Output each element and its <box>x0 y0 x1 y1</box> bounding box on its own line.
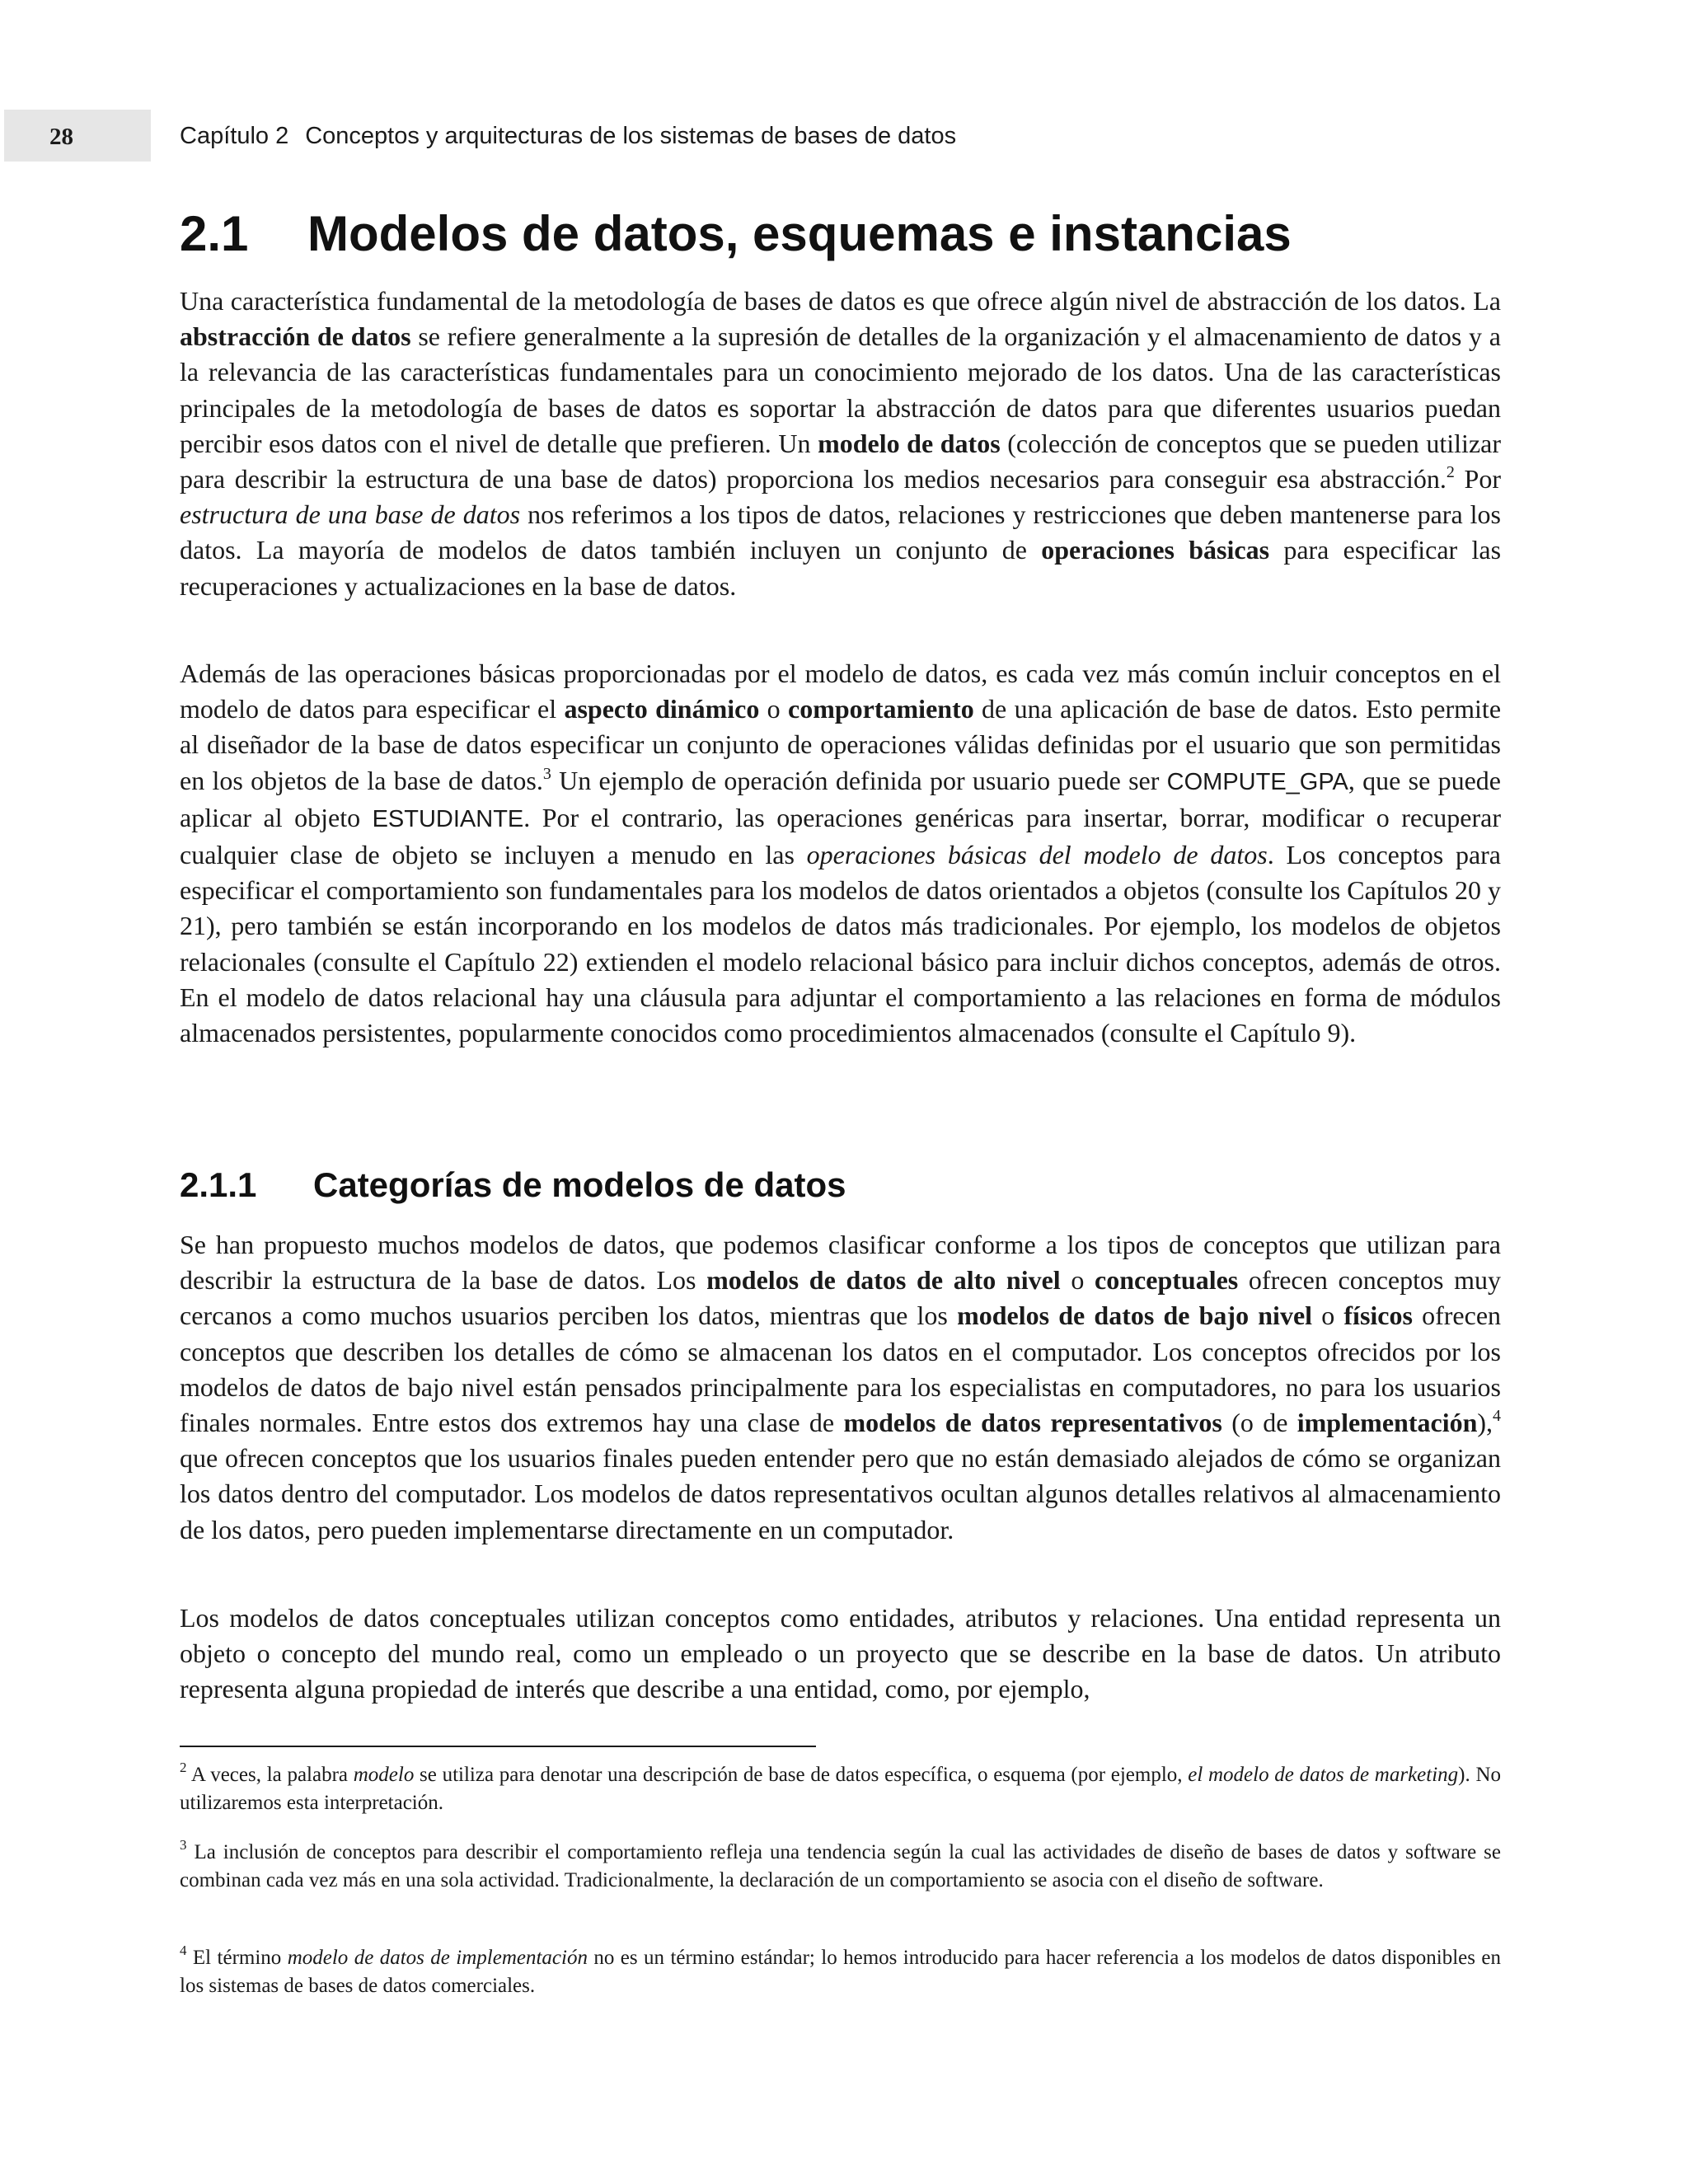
text-run: ). No utilizaremos esta interpretación. <box>180 1764 1501 1814</box>
text-run: , que se puede aplicar al objeto <box>180 765 1502 832</box>
text-run: o <box>1060 1265 1095 1296</box>
text-run: Un ejemplo de operación definida por usuario puede ser <box>551 765 1167 795</box>
text-run: (o de <box>1221 1408 1297 1438</box>
text-run: Se han propuesto muchos modelos de datos, que podemos clasificar conforme a los tipos de conceptos que utilizan para describir la estructura de la base de datos. Los <box>180 1230 1501 1296</box>
footnote-ref-3: 3 <box>542 764 551 783</box>
footnote-2 <box>180 1761 1501 1817</box>
text-run: Además de las operaciones básicas proporcionadas por el modelo de datos, es cada vez más común incluir conceptos en el modelo de datos para especificar el <box>180 658 1501 724</box>
chapter-label: Capítulo 2 <box>180 123 289 149</box>
emphasis: estructura de una base de datos <box>180 499 521 530</box>
code-estudiante: ESTUDIANTE <box>372 805 524 832</box>
text-run: no es un término estándar; lo hemos introducido para hacer referencia a los modelos de datos disponibles en los sistemas de bases de datos comerciales. <box>180 1947 1501 1997</box>
paragraph-4: Los modelos de datos conceptuales utilizan conceptos como entidades, atributos y relaciones. Una entidad representa un objeto o concepto del mundo real, como un empleado o un proyecto que se describe en la base de datos. Un atributo representa alguna propiedad de interés que describe a una entidad, como, por ejemplo, <box>180 1603 1501 1704</box>
text-run: A veces, la palabra <box>186 1764 354 1786</box>
text-run: o <box>1312 1301 1344 1331</box>
section-heading <box>180 204 1515 264</box>
term-alto-nivel: modelos de datos de alto nivel <box>706 1265 1061 1296</box>
section-number: 2.1 <box>180 206 249 261</box>
text-run: para especificar las recuperaciones y actualizaciones en la base de datos. <box>180 535 1502 601</box>
page-number-box <box>4 110 151 162</box>
section-title: Modelos de datos, esquemas e instancias <box>307 206 1292 261</box>
term-abstraccion: abstracción de datos <box>180 321 411 352</box>
text-run: Una característica fundamental de la metodología de bases de datos es que ofrece algún nivel de abstracción de los datos. La <box>180 286 1501 316</box>
page-number: 28 <box>49 124 73 150</box>
text-run: que ofrecen conceptos que los usuarios finales pueden entender pero que no están demasiado alejados de cómo se organizan los datos dentro del computador. Los modelos de datos representativos ocultan algunos detalles relativos al almacenamiento de los datos, pero pueden implementarse directamente en un computador. <box>180 1443 1501 1544</box>
term-implementacion: implementación <box>1296 1408 1478 1438</box>
footnote-ref-2: 2 <box>1446 463 1455 482</box>
text-run: . Por el contrario, las operaciones genéricas para insertar, borrar, modificar o recuperar cualquier clase de objeto se incluyen a menudo en las <box>180 802 1502 870</box>
term-comportamiento: comportamiento <box>788 694 974 724</box>
term-operaciones-basicas: operaciones básicas <box>1041 535 1270 565</box>
code-compute-gpa: COMPUTE_GPA <box>1166 768 1348 795</box>
chapter-title: Conceptos y arquitecturas de los sistemas de bases de datos <box>305 123 957 149</box>
text-run: . Los conceptos para especificar el comportamiento son fundamentales para los modelos de datos orientados a objetos (consulte los Capítulos 20 y 21), pero también se están incorporando en los modelos de datos más tradicionales. Por ejemplo, los modelos de objetos relacionales (consulte el Capítulo 22) extienden el modelo relacional básico para incluir dichos conceptos, además de otros. En el modelo de datos relacional hay una cláusula para adjuntar el comportamiento a las relaciones en forma de módulos almacenados persistentes, popularmente conocidos como procedimientos almacenados (consulte el Capítulo 9). <box>180 840 1502 1048</box>
running-header <box>180 122 956 150</box>
subsection-number: 2.1.1 <box>180 1165 257 1204</box>
paragraph-1 <box>180 284 1501 604</box>
emphasis: el modelo de datos de marketing <box>1188 1764 1459 1786</box>
term-bajo-nivel: modelos de datos de bajo nivel <box>957 1301 1313 1331</box>
paragraph-3 <box>180 1227 1501 1548</box>
text-run: La inclusión de conceptos para describir el comportamiento refleja una tendencia según la cual las actividades de diseño de bases de datos y software se combinan cada vez más en una sola actividad. Tradicionalmente, la declaración de un comportamiento se asocia con el diseño de software. <box>180 1841 1501 1891</box>
paragraph-2 <box>180 656 1501 1051</box>
text-run: Por <box>1454 464 1502 494</box>
term-modelo-datos: modelo de datos <box>818 428 1001 458</box>
footnote-mark: 4 <box>180 1943 187 1958</box>
term-aspecto-dinamico: aspecto dinámico <box>564 694 760 724</box>
subsection-heading <box>180 1164 1515 1207</box>
footnote-mark: 3 <box>180 1837 187 1853</box>
footnote-divider <box>180 1746 816 1747</box>
footnote-4 <box>180 1944 1501 2000</box>
term-representativos: modelos de datos representativos <box>843 1408 1222 1438</box>
emphasis: modelo de datos de implementación <box>287 1947 588 1969</box>
footnote-mark: 2 <box>180 1760 187 1775</box>
text-run: ), <box>1477 1408 1493 1438</box>
text-run: (colección de conceptos que se pueden utilizar para describir la estructura de una base de datos) proporciona los medios necesarios para conseguir esa abstracción. <box>180 428 1502 494</box>
footnote-ref-4: 4 <box>1493 1407 1502 1426</box>
text-run: se refiere generalmente a la supresión de detalles de la organización y el almacenamiento de datos y a la relevancia de las características fundamentales para un conocimiento mejorado de los datos. Una de las características principales de la metodología de bases de datos es soportar la abstracción de datos para que diferentes usuarios puedan percibir esos datos con el nivel de detalle que prefieren. Un <box>180 321 1501 458</box>
text-run: ofrecen conceptos que describen los detalles de cómo se almacenan los datos en el computador. Los conceptos ofrecidos por los modelos de datos de bajo nivel están pensados principalmente para los especialistas en computadores, no para los usuarios finales normales. Entre estos dos extremos hay una clase de <box>180 1301 1502 1438</box>
footnote-3 <box>180 1839 1501 1895</box>
text-run: ofrecen conceptos muy cercanos a como muchos usuarios perciben los datos, mientras que los <box>180 1265 1502 1331</box>
text-run: de una aplicación de base de datos. Esto permite al diseñador de la base de datos especificar un conjunto de operaciones válidas definidas por el usuario que son permitidas en los objetos de la base de datos. <box>180 694 1502 795</box>
emphasis: modelo <box>353 1764 415 1786</box>
term-fisicos: físicos <box>1343 1301 1413 1331</box>
text-run: se utiliza para denotar una descripción de base de datos específica, o esquema (por ejemplo, <box>414 1764 1189 1786</box>
text-run: El término <box>186 1947 288 1969</box>
term-conceptuales: conceptuales <box>1095 1265 1239 1296</box>
emphasis: operaciones básicas del modelo de datos <box>806 840 1268 870</box>
text-run: o <box>759 694 788 724</box>
subsection-title: Categorías de modelos de datos <box>313 1165 846 1204</box>
text-run: nos referimos a los tipos de datos, relaciones y restricciones que deben mantenerse para los datos. La mayoría de modelos de datos también incluyen un conjunto de <box>180 499 1502 565</box>
